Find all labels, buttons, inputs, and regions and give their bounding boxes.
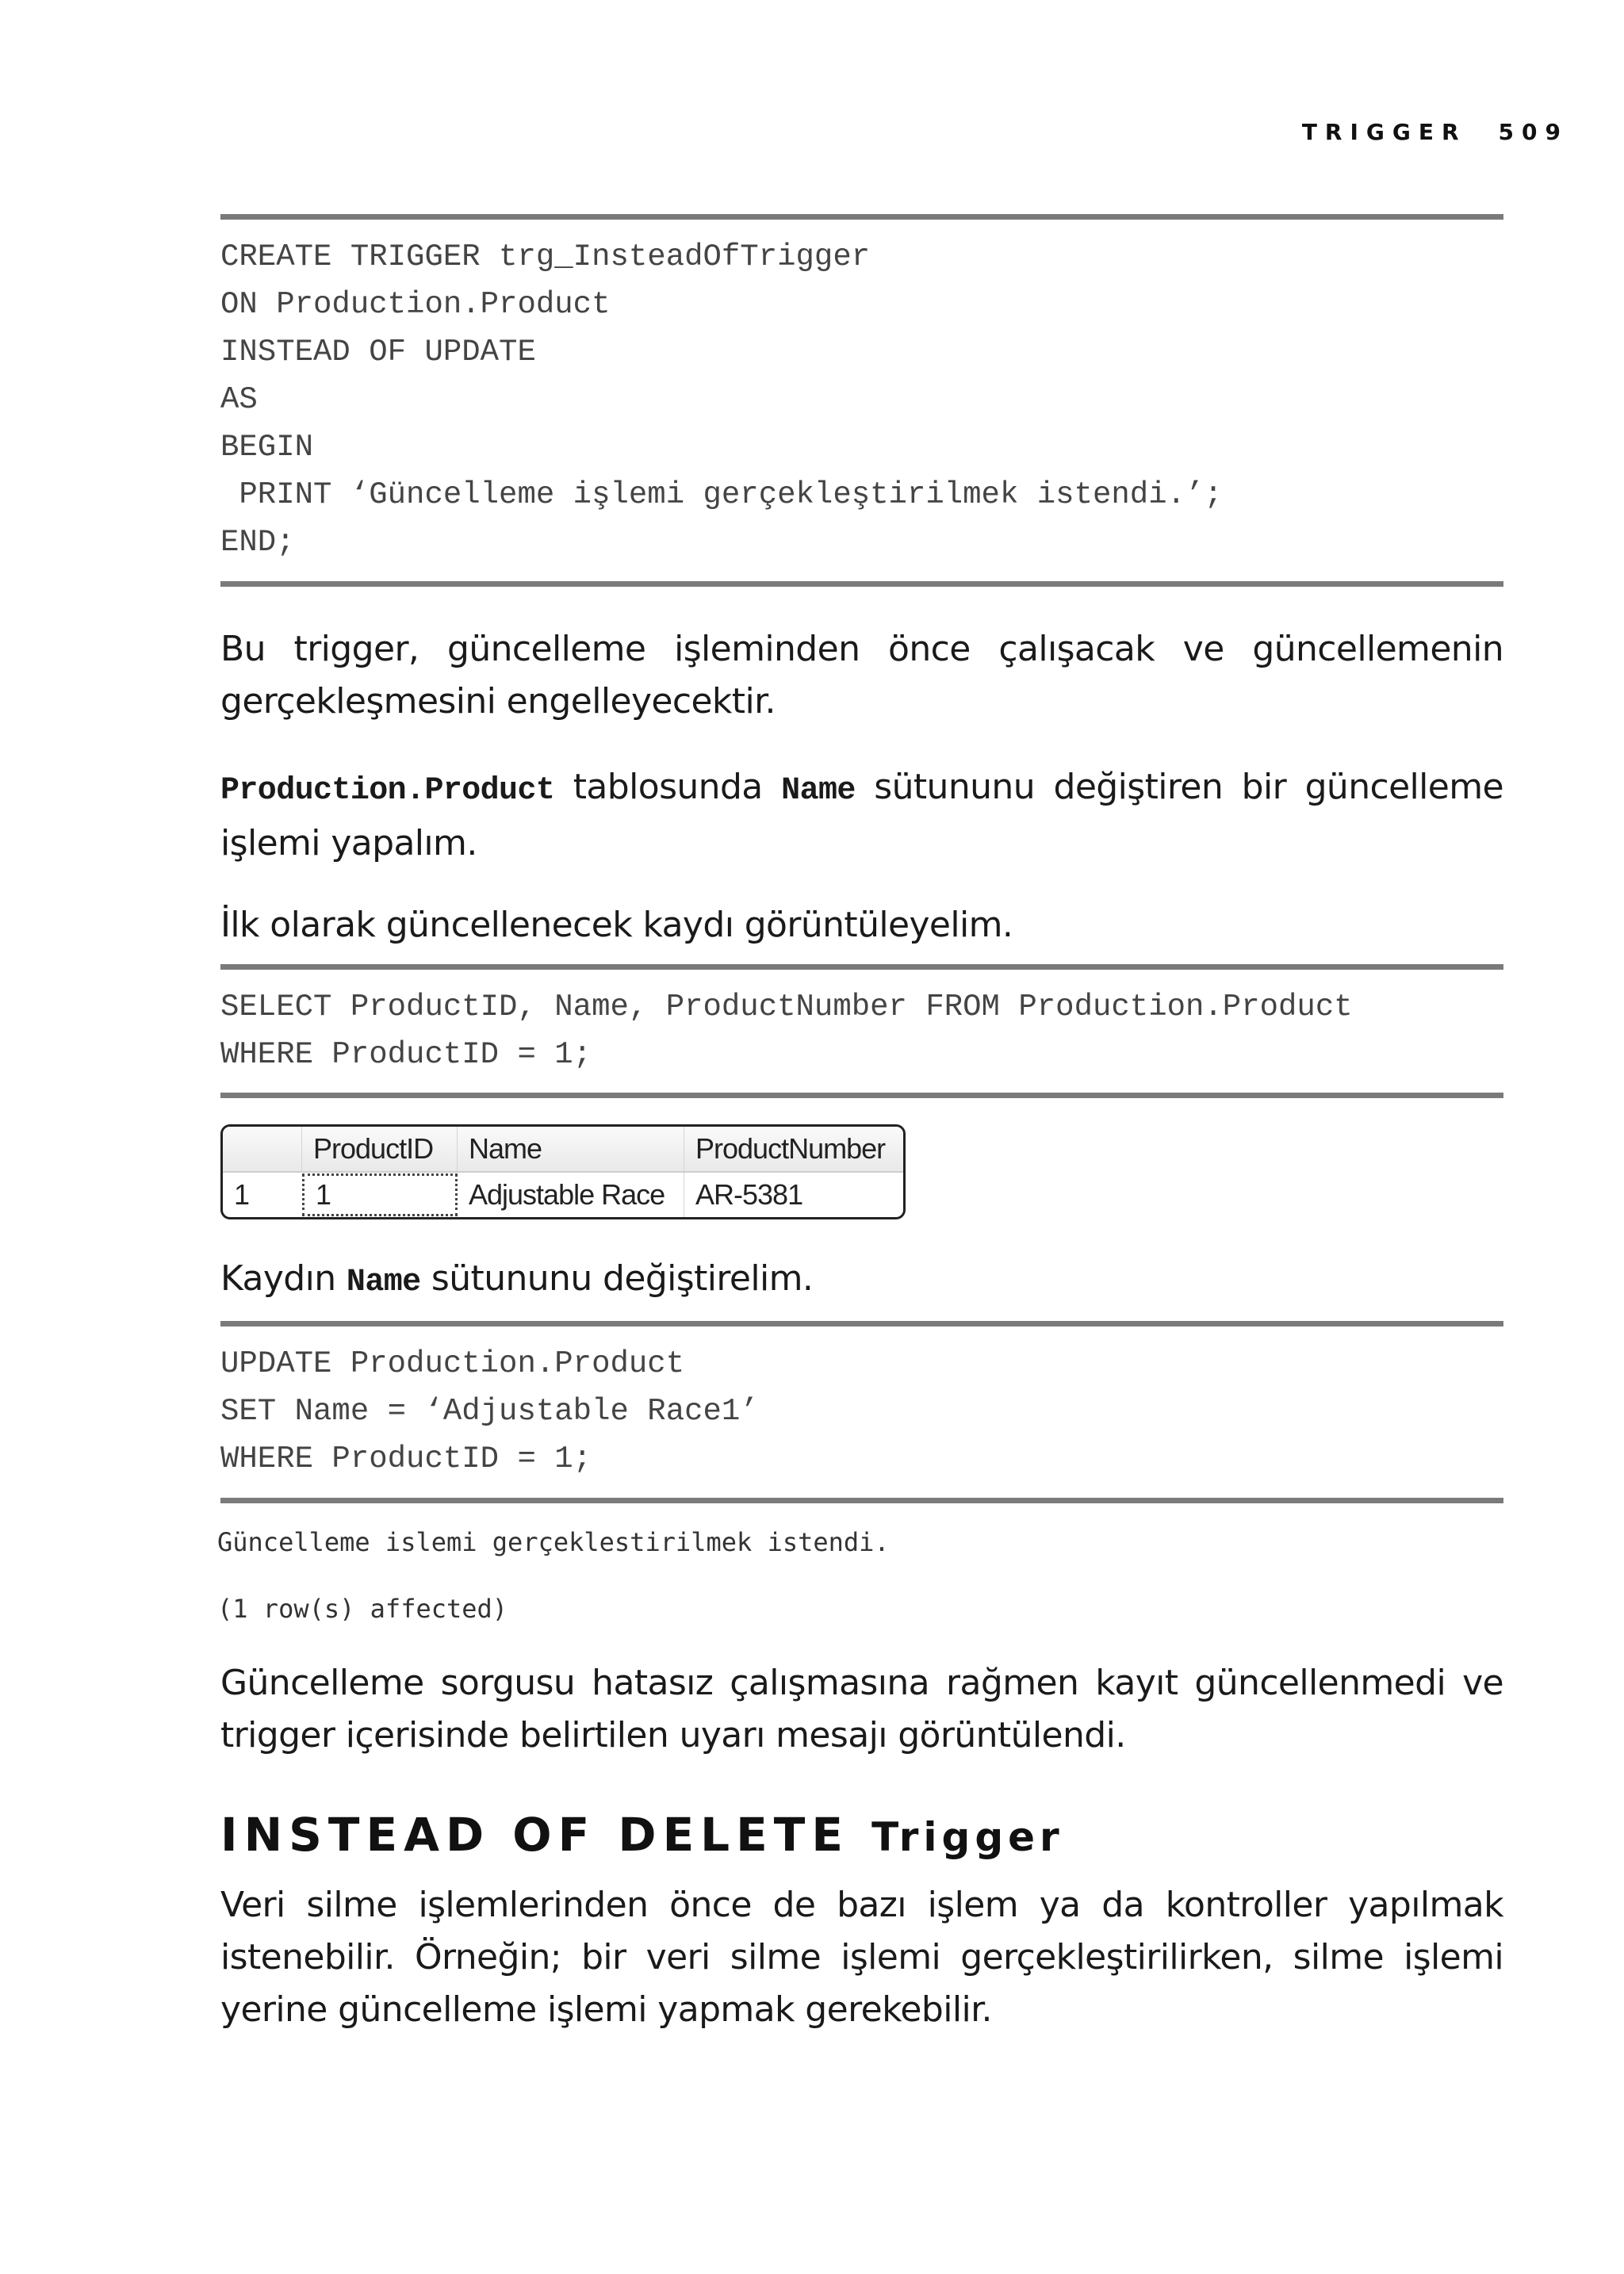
running-header (1302, 119, 1568, 145)
code-line: ON Production.Product (220, 287, 611, 322)
grid-column-header: Name (458, 1127, 684, 1171)
code-line: WHERE ProductID = 1; (220, 1037, 592, 1072)
section-heading-main: INSTEAD OF DELETE (220, 1808, 872, 1862)
paragraph-update-intro (220, 761, 1503, 870)
inline-code-column: Name (781, 773, 856, 809)
paragraph-change-name (220, 1253, 1503, 1309)
grid-cell-productnumber: AR-5381 (695, 1178, 803, 1211)
query-result-grid (220, 1124, 906, 1219)
code-line: INSTEAD OF UPDATE (220, 335, 536, 369)
paragraph-text: sütununu değiştiren bir güncelleme işlemi yapalım. (220, 767, 1503, 863)
code-line: CREATE TRIGGER trg_InsteadOfTrigger (220, 239, 871, 274)
code-line: AS (220, 382, 258, 417)
code-line: PRINT ‘Güncelleme işlemi gerçekleştirilmek istendi.’; (220, 477, 1223, 512)
messages-line-rows-affected: (1 row(s) affected) (217, 1594, 508, 1624)
code-line: SELECT ProductID, Name, ProductNumber FROM Production.Product (220, 990, 1353, 1024)
grid-row-number: 1 (234, 1178, 250, 1211)
grid-row-number-header (223, 1127, 302, 1171)
code-rule-bottom (220, 1093, 1503, 1098)
page-number: 509 (1498, 119, 1568, 145)
code-block-select (220, 983, 1503, 1078)
grid-cell-name: Adjustable Race (458, 1173, 684, 1217)
grid-data-row (223, 1173, 903, 1217)
messages-line-warning: Güncelleme islemi gerçeklestirilmek istendi. (217, 1527, 890, 1557)
code-line: UPDATE Production.Product (220, 1346, 685, 1381)
code-rule-bottom (220, 1498, 1503, 1503)
section-heading-tail: Trigger (871, 1814, 1064, 1860)
code-line: SET Name = ‘Adjustable Race1’ (220, 1394, 759, 1429)
paragraph-delete-intro: Veri silme işlemlerinden önce de bazı işlem ya da kontroller yapılmak istenebilir. Örneğin; bir veri silme işlemi gerçekleştirilirken, silme işlemi yerine güncelleme işlemi yapmak gerekebilir. (220, 1885, 1503, 2030)
code-block-create-trigger (220, 233, 1503, 566)
code-line: BEGIN (220, 430, 314, 465)
paragraph-view-record: İlk olarak güncellenecek kaydı görüntüleyelim. (220, 905, 1013, 945)
grid-header-row (223, 1127, 903, 1173)
paragraph-trigger-explanation: Bu trigger, güncelleme işleminden önce çalışacak ve güncellemenin gerçekleşmesini engelleyecektir. (220, 629, 1503, 722)
code-line: WHERE ProductID = 1; (220, 1441, 592, 1476)
section-heading (220, 1808, 1064, 1862)
grid-column-header: ProductID (302, 1127, 458, 1171)
inline-code-column: Name (346, 1265, 421, 1300)
paragraph-text: tablosunda (554, 767, 782, 807)
code-rule-bottom (220, 581, 1503, 587)
paragraph-result-explanation: Güncelleme sorgusu hatasız çalışmasına rağmen kayıt güncellenmedi ve trigger içerisinde belirtilen uyarı mesajı görüntülendi. (220, 1663, 1503, 1755)
code-line: END; (220, 525, 295, 560)
paragraph-text: sütununu değiştirelim. (420, 1258, 814, 1299)
grid-column-header: ProductNumber (695, 1132, 886, 1165)
chapter-title: TRIGGER (1301, 119, 1467, 145)
code-rule-top (220, 214, 1503, 220)
inline-code-table: Production.Product (220, 773, 555, 809)
code-rule-top (220, 1321, 1503, 1326)
grid-cell-productid: 1 (302, 1173, 458, 1216)
paragraph-text: Kaydın (220, 1258, 347, 1299)
code-block-update (220, 1340, 1503, 1483)
code-rule-top (220, 964, 1503, 970)
